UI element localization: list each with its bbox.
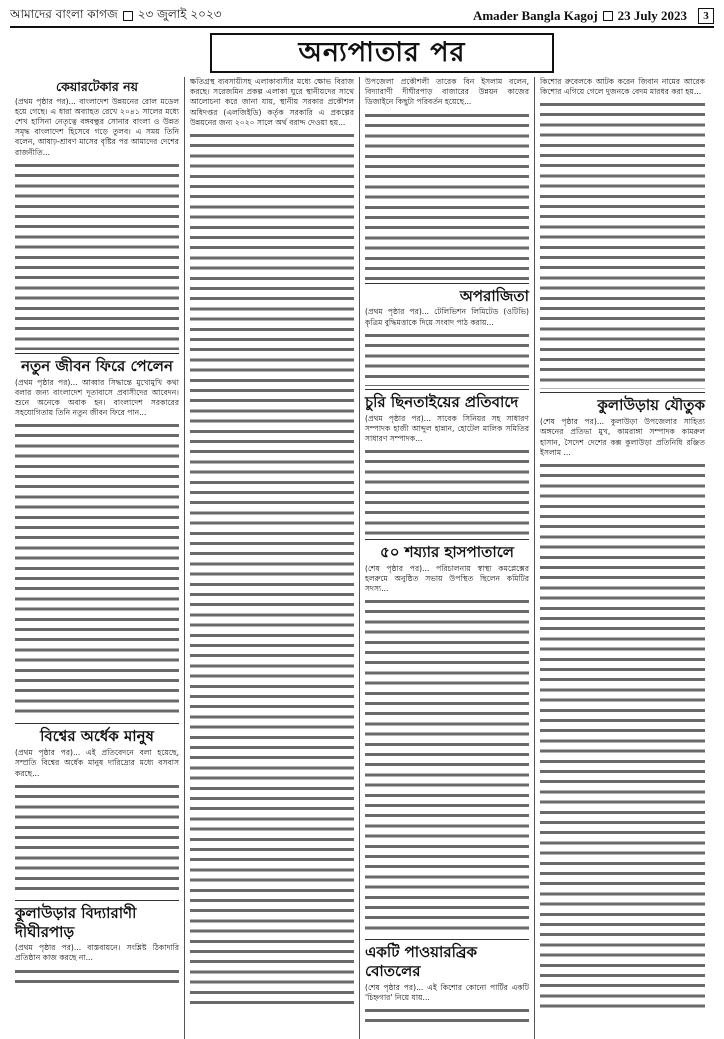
header-right [473,8,714,24]
article-text-continued [365,446,529,536]
column-3 [360,77,535,1039]
article-text: (প্রথম পৃষ্ঠার পর)... বাস্তবায়নে। সংশ্লিষ্ট ঠিকাদারি প্রতিষ্ঠান কাজ করছে না... [15,943,179,963]
article-text-continued [365,1005,529,1023]
article-text: (প্রথম পৃষ্ঠার পর)... সাবেক সিনিয়র সহ সাধারণ সম্পাদক হাজী আব্দুল হান্নান, হোটেল মালিক সমিতির সাধারণ সম্পাদক... [365,413,529,443]
article-columns [10,77,714,1039]
header-left [10,6,222,26]
article-text: ক্ষতিগ্রস্থ ব্যবসায়ীসহ এলাকাবাসীর মধ্যে ক্ষোভ বিরাজ করছে। সরেজমিন প্রকল্প এলাকা ঘুরে স্থানীয়দের সাথে আলোচনা করে জানা যায়, স্থানীয় সরকার প্রকৌশল অধিদপ্তর (এলজিইডি) কর্তৃক সরকারি এ প্রকল্পের উন্নয়নের জন্য ২০২০ সালে অর্থ বরাদ্দ দেওয়া হয়... [190,77,354,127]
divider [365,939,529,940]
article-text: (প্রথম পৃষ্ঠার পর)... আব্বার সিদ্ধান্তে মুখোমুখি কথা বলার জন্য বাংলাদেশ দূতাবাসে প্রবাসীদের আবেদন। শুনে অনেকে অবাক হন। বাংলাদেশ সরকারের সহযোগিতায় তিনি নতুন জীবন ফিরে পান... [15,377,179,418]
divider [15,900,179,901]
headline-hospital: ৫০ শয্যার হাসপাতালে [380,543,514,562]
article-text: (প্রথম পৃষ্ঠার পর)... এই প্রতিবেদনে বলা হয়েছে, সম্প্রতি বিশ্বের অর্ধেক মানুষ দারিদ্র্যের মধ্যে বসবাস করছে... [15,748,179,778]
article-text-continued [190,130,354,1010]
column-4 [535,77,710,1039]
article-text-continued [540,460,705,1010]
article-text: (প্রথম পৃষ্ঠার পর)... বাংলাদেশ উন্নয়নের রোল মডেল হয়ে গেছে। এ ধারা অব্যাহত রেখে ২০৪১ সালের মধ্যে শেখ হাসিনা নেতৃত্বে বঙ্গবন্ধুর সোনার বাংলা ও উন্নত সমৃদ্ধ বাংলাদেশ হিসেবে গড়ে তুলব। এ সময় তিনি বলেন, আষাঢ়-শ্রাবণ মাসের বৃষ্টির পর আমাদের দেশের রাজনীতি... [15,96,179,157]
date-english: 23 July 2023 [617,8,687,23]
article-text-continued [15,160,179,350]
newspaper-title-english: Amader Bangla Kagoj [472,8,598,23]
newspaper-title-bangla: আমাদের বাংলা কাগজ [10,7,118,21]
headline-powerbrick: একটি পাওয়ারব্রিক বোতলের [365,943,478,981]
headline-kulaura: কুলাউড়ার বিদ্যারাণী দীঘীরপাড় [15,903,137,941]
date-bangla: ২৩ জুলাই ২০২৩ [137,7,222,21]
article-text: (প্রথম পৃষ্ঠার পর)... টেলিভিশন লিমিটেড (ওটিভি) কৃত্রিম বুদ্ধিমত্তাকে দিয়ে সংবাদ পাঠ করায়... [365,307,529,327]
headline-aparajita: অপরাজিতা [459,286,529,305]
article-text: উপজেলা প্রকৌশলী তারেক বিন ইসলাম বলেন, বিদ্যারাণী দীঘীরপাড় বাজারের উন্নয়ন কাজের ডিজাইনে কিছুটা পরিবর্তন হয়েছে... [365,77,529,107]
article-text-continued [365,110,529,280]
article-text: (শেষ পৃষ্ঠার পর)... পরিচালনায় স্বাস্থ্য কমপ্লেক্সের হলরুমে অনুষ্ঠিত সভায় উপস্থিত ছিলেন কমিটির সদস্য... [365,563,529,594]
article-text-continued [15,781,179,897]
divider [365,539,529,540]
divider [540,392,705,393]
headline-caretaker: কেয়ারটেকার নয় [56,79,138,94]
article-text: (শেষ পৃষ্ঠার পর)... এই কিশোর কোনো পার্টির একটি 'চিহ্নগার' নিয়ে যায়... [365,982,529,1003]
article-text-continued [365,596,529,936]
page-number: 3 [698,8,714,24]
headline-world-half: বিশ্বের অর্ধেক মানুষ [40,727,154,746]
headline-theft-protest: চুরি ছিনতাইয়ের প্রতিবাদে [365,392,519,411]
article-text-continued [365,330,529,386]
divider [365,389,529,390]
headline-dowry: কুলাউড়ায় যৌতুক [597,396,705,415]
square-icon [603,11,613,21]
article-text-continued [15,966,179,988]
divider [15,723,179,724]
divider [365,283,529,284]
headline-new-life: নতুন জীবন ফিরে পেলেন [21,356,173,375]
article-text: কিশোর রুবেলকে আটক করেন জিবান নামের আরেক কিশোর এগিয়ে গেলে দুজনকে বেদম মারধর করা হয়... [540,77,705,97]
divider [15,353,179,354]
column-1 [10,77,185,1039]
section-banner: অন্যপাতার পর [210,33,554,73]
column-2 [185,77,360,1039]
page-header [10,6,714,28]
square-icon [123,11,133,21]
article-text-continued [540,99,705,389]
article-text: (শেষ পৃষ্ঠার পর)... কুলাউড়া উপজেলার সাহিত্য অঙ্গনের প্রতিভা মুখ, কামরাঙ্গা সম্পাদক কামরুল হাসান, সৈদেশ দেশের কক্স কুলাউড়া প্রতিনিধি রঞ্জিত ইসলাম ... [540,417,705,457]
article-text-continued [15,420,179,720]
